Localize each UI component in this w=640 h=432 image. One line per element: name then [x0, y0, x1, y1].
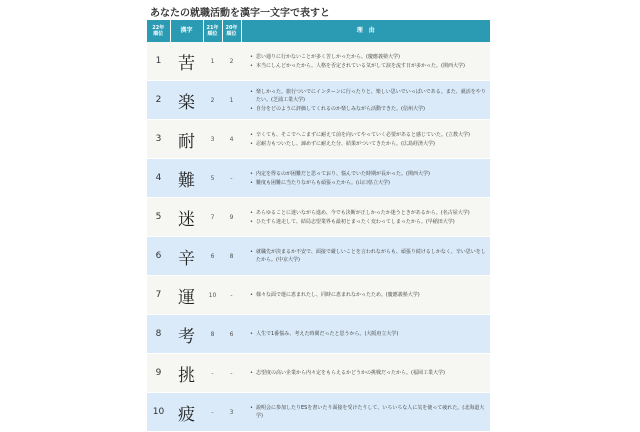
- kanji-cell: 難: [170, 159, 203, 198]
- kanji-cell: 考: [170, 315, 203, 354]
- reason-list: [241, 404, 490, 420]
- header-rank-2021-text: 21年 順位: [206, 24, 219, 37]
- reason-item: • 志望度の高い企業から内々定をもらえるかどうかの挑戦だったから。(福岡工業大学): [256, 369, 490, 377]
- reason-cell: [241, 198, 490, 237]
- reason-cell: [241, 276, 490, 315]
- header-reason: 理 由: [241, 20, 490, 42]
- rank-2020-cell: 9: [222, 198, 241, 237]
- rank-cell: 2: [147, 81, 170, 120]
- header-rank-2022: [147, 20, 170, 42]
- reason-list: [241, 209, 490, 226]
- rank-2020-cell: -: [222, 354, 241, 393]
- rank-2021-cell: 10: [203, 276, 222, 315]
- rank-2020-cell: -: [222, 276, 241, 315]
- reason-cell: [241, 354, 490, 393]
- rank-2021-cell: -: [203, 354, 222, 393]
- table-header-row: [147, 20, 490, 42]
- kanji-cell: 辛: [170, 237, 203, 276]
- rank-2021-cell: 1: [203, 42, 222, 81]
- kanji-cell: 耐: [170, 120, 203, 159]
- rank-2021-cell: 6: [203, 237, 222, 276]
- rank-2020-cell: 3: [222, 393, 241, 432]
- reason-list: [241, 170, 490, 187]
- reason-item: • 本当にしんどかったから。人格を否定されている気がして涙を流す日が多かった。(関西大学): [256, 62, 490, 70]
- reason-item: • 思い通りに行かないことが多く苦しかったから。(慶應義塾大学): [256, 53, 490, 61]
- rank-cell: 6: [147, 237, 170, 276]
- reason-cell: [241, 159, 490, 198]
- rank-2020-cell: 8: [222, 237, 241, 276]
- kanji-cell: 疲: [170, 393, 203, 432]
- reason-item: • 辛くても、そこでへこまずに耐えて前を向いてやっていく必要があると感じていた。(立教大学): [256, 131, 490, 139]
- rank-2021-cell: 7: [203, 198, 222, 237]
- kanji-cell: 迷: [170, 198, 203, 237]
- rank-cell: 4: [147, 159, 170, 198]
- page-title: あなたの就職活動を漢字一文字で表すと: [150, 8, 330, 19]
- header-rank-2020-text: 20年 順位: [225, 24, 238, 37]
- reason-item: • 人生で1番悩み、考えた時間だったと思うから。(大阪府立大学): [256, 330, 490, 338]
- table-row: [147, 120, 490, 159]
- reason-item: • 忍耐力もついたし、諦めずに耐えた分、結果がついてきたから。(広島経済大学): [256, 140, 490, 148]
- reason-cell: [241, 42, 490, 81]
- reason-item: • あらゆることに迷いながら進め、今でも決断が正しかったか迷うときがあるから。(名古屋大学): [256, 209, 490, 217]
- rank-2021-cell: 3: [203, 120, 222, 159]
- reason-list: [241, 131, 490, 148]
- reason-cell: [241, 237, 490, 276]
- header-rank-2021: [203, 20, 222, 42]
- reason-list: [241, 291, 490, 299]
- rank-cell: 1: [147, 42, 170, 81]
- rank-cell: 5: [147, 198, 170, 237]
- rank-cell: 7: [147, 276, 170, 315]
- reason-list: [241, 53, 490, 70]
- reason-list: [241, 88, 490, 113]
- reason-cell: [241, 315, 490, 354]
- table-row: [147, 81, 490, 120]
- kanji-cell: 楽: [170, 81, 203, 120]
- table-row: [147, 354, 490, 393]
- kanji-cell: 運: [170, 276, 203, 315]
- reason-item: • 説明会に参加したりESを書いたり面接を受けたりして、いろいろな人に気を使って疲れた。(北海道大学): [256, 404, 490, 420]
- rank-2021-cell: -: [203, 393, 222, 432]
- reason-item: • ひたすら迷走して、結局志望業界も最初とまったく変わってしまったから。(早稲田大学): [256, 218, 490, 226]
- reason-list: [241, 369, 490, 377]
- table-row: [147, 276, 490, 315]
- rank-2021-cell: 8: [203, 315, 222, 354]
- table-row: [147, 42, 490, 81]
- kanji-cell: 挑: [170, 354, 203, 393]
- table-row: [147, 159, 490, 198]
- reason-cell: [241, 81, 490, 120]
- rank-2020-cell: 2: [222, 42, 241, 81]
- rank-2020-cell: 6: [222, 315, 241, 354]
- rank-cell: 8: [147, 315, 170, 354]
- header-kanji: 漢字: [170, 20, 203, 42]
- reason-item: • 就職先が決まるか不安で、面接で厳しいことを言われながらも、頑張り続けるしかなく、辛い思いをしたから。(中京大学): [256, 248, 490, 264]
- reason-list: [241, 330, 490, 338]
- rank-cell: 3: [147, 120, 170, 159]
- table-row: [147, 237, 490, 276]
- ranking-table: [147, 20, 490, 432]
- rank-2021-cell: 2: [203, 81, 222, 120]
- reason-item: • 自分をどのように評価してくれるのか楽しみながら活動できた。(信州大学): [256, 105, 490, 113]
- rank-cell: 9: [147, 354, 170, 393]
- reason-item: • 様々な面で運に恵まれたし、同時に恵まれなかったため。(慶應義塾大学): [256, 291, 490, 299]
- rank-2020-cell: 1: [222, 81, 241, 120]
- rank-2021-cell: 5: [203, 159, 222, 198]
- header-rank-2022-text: 22年 順位: [152, 24, 165, 37]
- reason-item: • 内定を得るのが困難だと思っており、悩んでいた時期が長かった。(関西大学): [256, 170, 490, 178]
- rank-cell: 10: [147, 393, 170, 432]
- kanji-cell: 苦: [170, 42, 203, 81]
- reason-item: • 楽しかった。旅行ついでにインターンに行ったりと、楽しい思いでいっぱいである。また、就活をやりたい。(芝浦工業大学): [256, 88, 490, 104]
- table-row: [147, 315, 490, 354]
- rank-2020-cell: 4: [222, 120, 241, 159]
- reason-cell: [241, 120, 490, 159]
- header-rank-2020: [222, 20, 241, 42]
- reason-list: [241, 248, 490, 264]
- table-row: [147, 198, 490, 237]
- rank-2020-cell: -: [222, 159, 241, 198]
- reason-item: • 難度も困難に当たりながらも頑張ったから。(山口県立大学): [256, 179, 490, 187]
